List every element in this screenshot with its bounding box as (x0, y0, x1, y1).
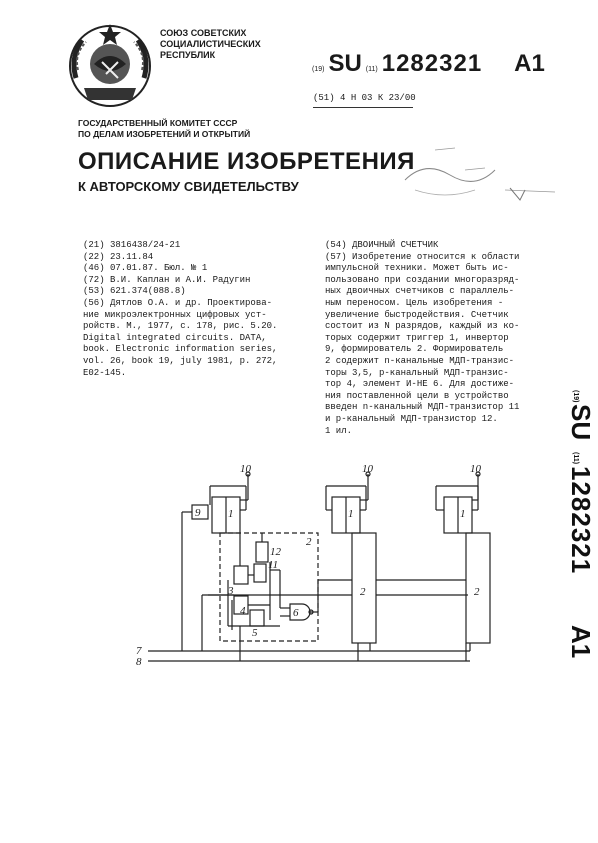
vertical-patent-stamp (538, 380, 596, 680)
former-2-label: 2 (306, 536, 312, 548)
bus-10-label-1: 10 (240, 463, 251, 475)
abstract-line: ния поставленной цели в устройство (325, 390, 509, 401)
abstract-line: торых содержит триггер 1, инвертор (325, 332, 509, 343)
abstract (325, 240, 519, 437)
abstract-line: пользовано при создании многоразряд- (325, 274, 520, 285)
bibliographic-data (83, 240, 277, 379)
abstract-line: и p-канальный МДП-транзистор 12. (325, 413, 498, 424)
ipc-classification (313, 93, 416, 103)
committee-name (78, 118, 250, 140)
transistor-11 (254, 564, 266, 582)
abstract-line: 9, формирователь 2. Формирователь (325, 344, 504, 355)
biblio-line: (22) 23.11.84 (83, 251, 154, 262)
ussr-line-3: РЕСПУБЛИК (160, 50, 216, 60)
transistor-12 (256, 542, 268, 562)
transistor-5 (250, 610, 264, 626)
biblio-line: E02-145. (83, 367, 127, 378)
transistor-3 (234, 566, 248, 584)
ussr-line-2: СОЦИАЛИСТИЧЕСКИХ (160, 39, 261, 49)
biblio-line: (21) 3816438/24-21 (83, 240, 181, 250)
label-7: 7 (136, 645, 142, 657)
biblio-line: book. Electronic information series, (83, 344, 278, 355)
biblio-line: (72) В.И. Каплан и А.И. Радугин (83, 274, 251, 285)
g6-label: 6 (293, 607, 299, 619)
abstract-line: торы 3,5, p-канальный МДП-транзис- (325, 367, 509, 378)
abstract-line: тор 4, элемент И-НЕ 6. Для достиже- (325, 379, 515, 390)
ipc-prefix: (51) 4 (313, 93, 346, 103)
ipc-underline (313, 107, 413, 108)
biblio-line: (56) Дятлов О.А. и др. Проектирова- (83, 297, 273, 308)
vert-kind: A1 (566, 625, 596, 659)
inverter-9-label: 9 (195, 507, 201, 519)
country-code-prefix: (19) (312, 66, 325, 73)
biblio-line: (46) 07.01.87. Бюл. № 1 (83, 263, 208, 274)
vert-prefix-2: (11) (572, 452, 579, 465)
label-8: 8 (136, 656, 142, 668)
kind-code: A1 (514, 50, 545, 77)
abstract-line: (57) Изобретение относится к области (325, 251, 520, 262)
t4-label: 4 (240, 605, 246, 617)
bus-10-label-2: 10 (362, 463, 373, 475)
abstract-line: ным переносом. Цель изобретения - (325, 297, 504, 308)
t12-label: 12 (270, 546, 281, 558)
abstract-line: (54) ДВОИЧНЫЙ СЧЕТЧИК (325, 240, 439, 250)
ussr-line-1: СОЮЗ СОВЕТСКИХ (160, 28, 247, 38)
ussr-emblem-icon (62, 18, 158, 114)
biblio-line: ройств. М., 1977, с. 178, рис. 5.20. (83, 321, 278, 332)
abstract-line: импульсной техники. Может быть ис- (325, 263, 509, 274)
abstract-line: ных двоичных счетчиков с параллель- (325, 286, 515, 297)
bus-10-label-3: 10 (470, 463, 481, 475)
former-2-label-stage2: 2 (360, 586, 366, 598)
committee-line-1: ГОСУДАРСТВЕННЫЙ КОМИТЕТ СССР (78, 118, 238, 128)
biblio-line: ние микроэлектронных цифровых уст- (83, 309, 267, 320)
t11-label: 11 (268, 559, 279, 571)
t3-label: 3 (228, 585, 234, 597)
handwritten-scribble (395, 130, 565, 210)
biblio-line: vol. 26, book 19, july 1981, p. 272, (83, 355, 278, 366)
vert-number: 1282321 (566, 466, 596, 575)
vert-prefix-1: (19) (572, 390, 579, 403)
former-2-label-stage3: 2 (474, 586, 480, 598)
committee-line-2: ПО ДЕЛАМ ИЗОБРЕТЕНИЙ И ОТКРЫТИЙ (78, 129, 251, 139)
patent-number: 1282321 (381, 50, 483, 77)
ussr-name (160, 28, 290, 61)
biblio-line: (53) 621.374(088.8) (83, 286, 186, 297)
document-subtitle: К АВТОРСКОМУ СВИДЕТЕЛЬСТВУ (78, 179, 299, 194)
trigger-1-label: 1 (228, 508, 234, 520)
abstract-line: увеличение быстродействия. Счетчик (325, 309, 509, 320)
number-prefix: (11) (365, 66, 378, 73)
abstract-line: состоит из N разрядов, каждый из ко- (325, 321, 520, 332)
abstract-line: введен n-канальный МДП-транзистор 11 (325, 402, 520, 413)
ipc-code: Н 03 К 23/00 (350, 93, 416, 103)
abstract-line: 2 содержит n-канальные МДП-транзис- (325, 355, 515, 366)
abstract-line: 1 ил. (325, 425, 353, 436)
trigger-2-label: 1 (348, 508, 354, 520)
former-2-dashed-box (220, 533, 318, 641)
circuit-schematic (130, 460, 510, 670)
trigger-3-label: 1 (460, 508, 466, 520)
document-title: ОПИСАНИЕ ИЗОБРЕТЕНИЯ (78, 148, 415, 175)
vert-country: SU (566, 404, 596, 441)
t5-label: 5 (252, 627, 258, 639)
patent-number-block (312, 50, 545, 78)
biblio-line: Digital integrated circuits. DATA, (83, 332, 267, 343)
country-code: SU (328, 50, 362, 77)
